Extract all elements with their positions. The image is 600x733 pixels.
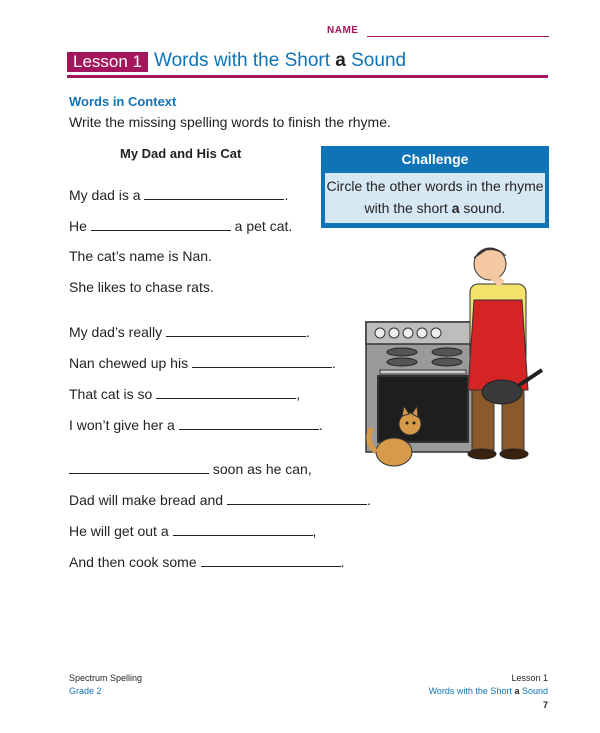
poem-line: My dad’s really . [69, 324, 310, 340]
stove-icon [366, 322, 478, 452]
answer-blank[interactable] [69, 459, 209, 474]
name-label: NAME [327, 25, 359, 36]
poem-line: He will get out a , [69, 523, 317, 539]
answer-blank[interactable] [173, 521, 313, 536]
footer-grade: Grade 2 [69, 686, 102, 696]
poem-line: And then cook some . [69, 554, 345, 570]
answer-blank[interactable] [144, 185, 284, 200]
answer-blank[interactable] [156, 384, 296, 399]
poem-line: He a pet cat. [69, 218, 293, 234]
poem-line: The cat’s name is Nan. [69, 248, 212, 264]
page-title [154, 49, 406, 73]
poem-line: She likes to chase rats. [69, 279, 214, 295]
poem-title: My Dad and His Cat [120, 146, 242, 161]
poem-line: Dad will make bread and . [69, 492, 371, 508]
footer-lesson: Lesson 1 [511, 673, 548, 683]
footer-lesson-title: Words with the Short a Sound [428, 686, 548, 696]
challenge-text: Circle the other words in the rhyme with the short a sound. [325, 173, 545, 223]
man-at-stove-with-cat-illustration [362, 240, 548, 480]
answer-blank[interactable] [166, 322, 306, 337]
footer-book-title: Spectrum Spelling [69, 673, 143, 683]
poem-line: My dad is a . [69, 187, 289, 203]
title-letter: a [335, 50, 346, 71]
name-line[interactable] [367, 36, 549, 37]
poem-line: That cat is so , [69, 386, 301, 402]
answer-blank[interactable] [201, 552, 341, 567]
answer-blank[interactable] [91, 216, 231, 231]
answer-blank[interactable] [192, 353, 332, 368]
instructions: Write the missing spelling words to finish the rhyme. [69, 114, 391, 130]
man-icon [468, 248, 542, 459]
section-heading: Words in Context [69, 94, 177, 109]
title-text-post: Sound [345, 50, 407, 71]
lesson-badge: Lesson 1 [67, 52, 148, 72]
poem-line: soon as he can, [69, 459, 312, 478]
challenge-box [321, 146, 549, 228]
title-text-pre: Words with the Short [154, 50, 336, 71]
answer-blank[interactable] [227, 490, 367, 505]
answer-blank[interactable] [179, 415, 319, 430]
page-number: 7 [542, 700, 548, 710]
challenge-heading: Challenge [401, 151, 469, 167]
poem-line: I won’t give her a . [69, 417, 323, 433]
header-divider [67, 75, 548, 78]
poem-line: Nan chewed up his . [69, 355, 336, 371]
